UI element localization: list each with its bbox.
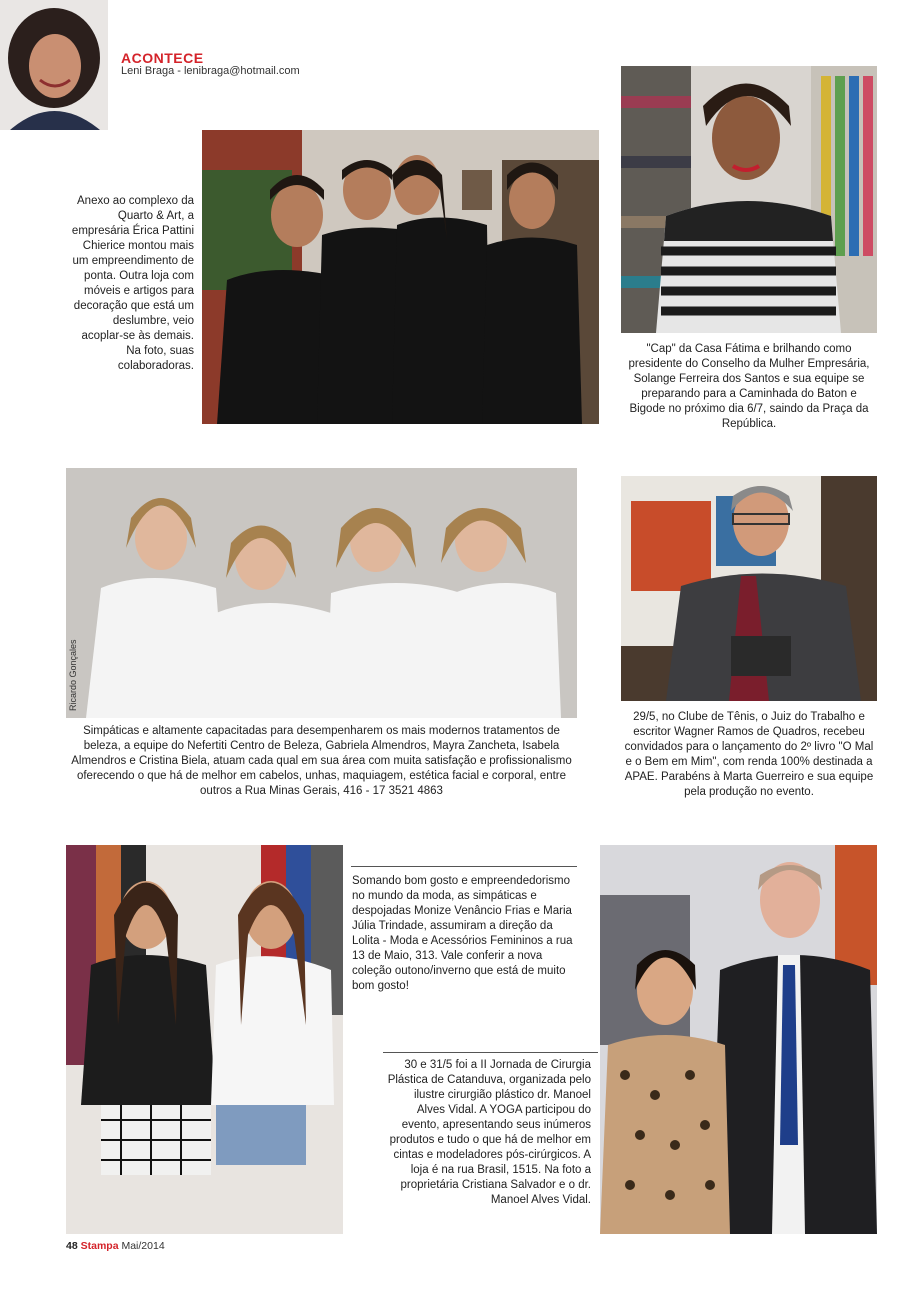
- casa-fatima-caption: "Cap" da Casa Fátima e brilhando como presidente do Conselho da Mulher Empresária, Solange Ferreira dos Santos e sua equipe se preparando para a Caminhada do Baton e Bigode no próximo dia 6/7, saindo da Praça da República.: [628, 343, 870, 430]
- lolita-owners-photo: [66, 845, 343, 1234]
- lolita-caption: Somando bom gosto e empreendedorismo no mundo da moda, as simpáticas e despojadas Monize Venâncio Frias e Maria Júlia Trindade, assumiram a direção da Lolita - Moda e Acessórios Femininos a rua 13 de Maio, 313. Vale conferir a nova coleção outono/inverno que está de muito bom gosto!: [352, 875, 573, 992]
- wagner-ramos-photo: [621, 476, 877, 701]
- page-number: 48: [66, 1240, 78, 1252]
- magazine-brand: Stampa: [80, 1240, 119, 1252]
- casa-fatima-photo: [621, 66, 877, 333]
- jornada-caption: 30 e 31/5 foi a II Jornada de Cirurgia Plástica de Catanduva, organizada pelo ilustre cirurgião plástico dr. Manoel Alves Vidal. A YOGA participou do evento, apresentando seus inúmeros produtos e tudo o que há de melhor em cintas e modeladores pós-cirúrgicos. A loja é na rua Brasil, 1515. Na foto a proprietária Cristiana Salvador e o dr. Manoel Alves Vidal.: [387, 1059, 591, 1206]
- quarto-art-team-photo: [202, 130, 599, 424]
- issue-date: Mai/2014: [121, 1240, 165, 1252]
- nefertiti-caption: Simpáticas e altamente capacitadas para desempenharem os mais modernos tratamentos de beleza, a equipe do Nefertiti Centro de Beleza, Gabriela Almendros, Mayra Zancheta, Isabela Almendros e Cristina Biela, atuam cada qual em sua área com muita satisfação e profissionalismo oferecendo o que há de melhor em cabelos, unhas, maquiagem, estética facial e corporal, entre outros a Rua Minas Gerais, 416 - 17 3521 4863: [71, 725, 572, 797]
- byline: Leni Braga - lenibraga@hotmail.com: [121, 65, 300, 77]
- photo-credit: Ricardo Gonçales: [68, 639, 78, 711]
- lolita-rule: [351, 866, 577, 867]
- section-title: ACONTECE: [121, 50, 204, 66]
- clube-tenis-caption: 29/5, no Clube de Tênis, o Juiz do Trabalho e escritor Wagner Ramos de Quadros, recebeu convidados para o lançamento do 2º livro "O Mal e o Bem em Mim", com renda 100% destinada a APAE. Parabéns à Marta Guerreiro e sua equipe pela produção no evento.: [624, 711, 874, 798]
- quarto-art-caption: Anexo ao complexo da Quarto & Art, a empresária Érica Pattini Chierice montou mais um empreendimento de ponta. Outra loja com móveis e artigos para decoração que está um deslumbre, veio acoplar-se às demais. Na foto, suas colaboradoras.: [71, 195, 194, 372]
- author-portrait: [0, 0, 108, 130]
- page-folio: [66, 1240, 165, 1252]
- yoga-event-photo: [600, 845, 877, 1234]
- jornada-rule: [383, 1052, 598, 1053]
- nefertiti-team-photo: [66, 468, 577, 718]
